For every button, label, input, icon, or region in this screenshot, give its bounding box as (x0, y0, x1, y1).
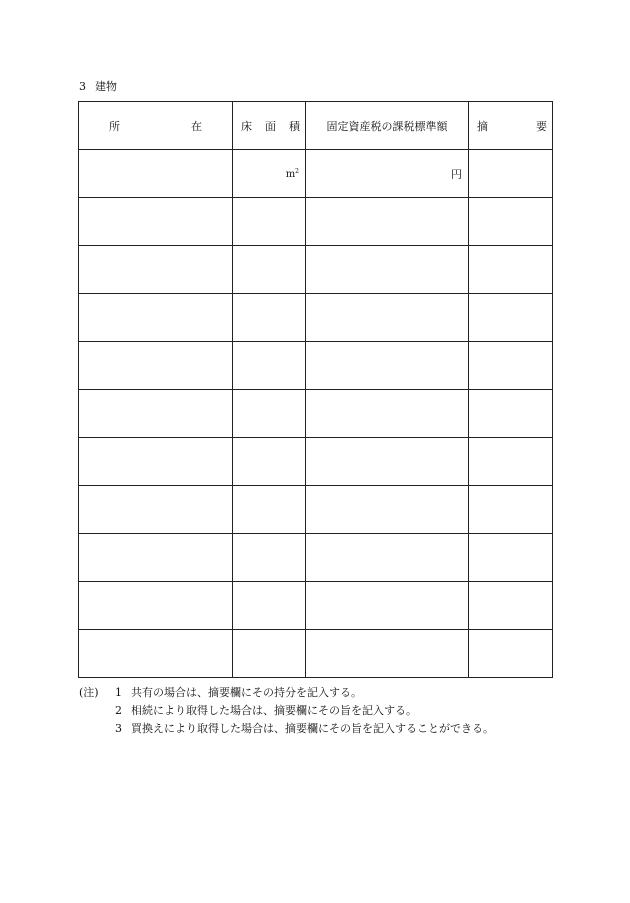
note-number: 3 (115, 722, 122, 735)
tax-value-cell[interactable] (306, 390, 469, 438)
floor-area-cell[interactable] (233, 486, 306, 534)
remarks-cell[interactable] (469, 438, 553, 486)
tax-value-cell[interactable] (306, 534, 469, 582)
note-text: 共有の場合は、摘要欄にその持分を記入する。 (131, 686, 362, 699)
note-text: 相続により取得した場合は、摘要欄にその旨を記入する。 (131, 704, 417, 717)
tax-value-cell[interactable] (306, 630, 469, 678)
floor-area-cell[interactable] (233, 198, 306, 246)
section-heading (79, 80, 117, 94)
table-row (79, 342, 553, 390)
table-row (79, 246, 553, 294)
floor-area-cell[interactable] (233, 390, 306, 438)
table-row (79, 486, 553, 534)
square-meter-unit: $m^2$ (285, 168, 299, 180)
floor-area-cell[interactable] (233, 630, 306, 678)
header-location: 所 在 (79, 102, 233, 150)
notes-prefix: (注) (79, 686, 99, 699)
tax-value-cell[interactable] (306, 294, 469, 342)
header-remarks: 摘 要 (469, 102, 553, 150)
tax-value-cell[interactable] (306, 582, 469, 630)
location-cell[interactable] (79, 198, 233, 246)
table-row (79, 390, 553, 438)
location-cell[interactable] (79, 294, 233, 342)
note-number: 1 (115, 686, 122, 699)
location-cell[interactable] (79, 390, 233, 438)
floor-area-cell[interactable] (233, 534, 306, 582)
header-floor-area: 床 面 積 (233, 102, 306, 150)
location-cell[interactable] (79, 438, 233, 486)
floor-area-cell[interactable] (233, 246, 306, 294)
table-row (79, 438, 553, 486)
table-row (79, 150, 553, 198)
location-cell[interactable] (79, 486, 233, 534)
note-item (79, 702, 494, 720)
table-header-row (79, 102, 553, 150)
note-item (79, 684, 494, 702)
remarks-cell[interactable] (469, 534, 553, 582)
note-text: 買換えにより取得した場合は、摘要欄にその旨を記入することができる。 (131, 722, 494, 735)
remarks-cell[interactable] (469, 150, 553, 198)
location-cell[interactable] (79, 534, 233, 582)
location-cell[interactable] (79, 630, 233, 678)
tax-value-cell[interactable] (306, 198, 469, 246)
floor-area-cell[interactable] (233, 438, 306, 486)
floor-area-cell[interactable] (233, 294, 306, 342)
tax-value-cell[interactable] (306, 342, 469, 390)
tax-value-cell[interactable] (306, 246, 469, 294)
remarks-cell[interactable] (469, 390, 553, 438)
tax-value-cell[interactable] (306, 438, 469, 486)
section-number: 3 (79, 80, 86, 93)
table-row (79, 582, 553, 630)
tax-value-cell[interactable] (306, 486, 469, 534)
table-row (79, 534, 553, 582)
yen-unit: 円 (451, 167, 462, 181)
note-item (79, 720, 494, 738)
location-cell[interactable] (79, 582, 233, 630)
remarks-cell[interactable] (469, 342, 553, 390)
remarks-cell[interactable] (469, 246, 553, 294)
section-title: 建物 (95, 80, 117, 93)
note-number: 2 (115, 704, 122, 717)
table-row (79, 630, 553, 678)
building-table (78, 101, 553, 678)
floor-area-cell[interactable] (233, 342, 306, 390)
floor-area-cell[interactable] (233, 150, 306, 198)
location-cell[interactable] (79, 246, 233, 294)
remarks-cell[interactable] (469, 630, 553, 678)
remarks-cell[interactable] (469, 198, 553, 246)
remarks-cell[interactable] (469, 582, 553, 630)
header-tax-value: 固定資産税の課税標準額 (306, 102, 469, 150)
remarks-cell[interactable] (469, 294, 553, 342)
location-cell[interactable] (79, 150, 233, 198)
notes-section (79, 684, 494, 738)
remarks-cell[interactable] (469, 486, 553, 534)
tax-value-cell[interactable] (306, 150, 469, 198)
location-cell[interactable] (79, 342, 233, 390)
floor-area-cell[interactable] (233, 582, 306, 630)
table-row (79, 294, 553, 342)
table-row (79, 198, 553, 246)
